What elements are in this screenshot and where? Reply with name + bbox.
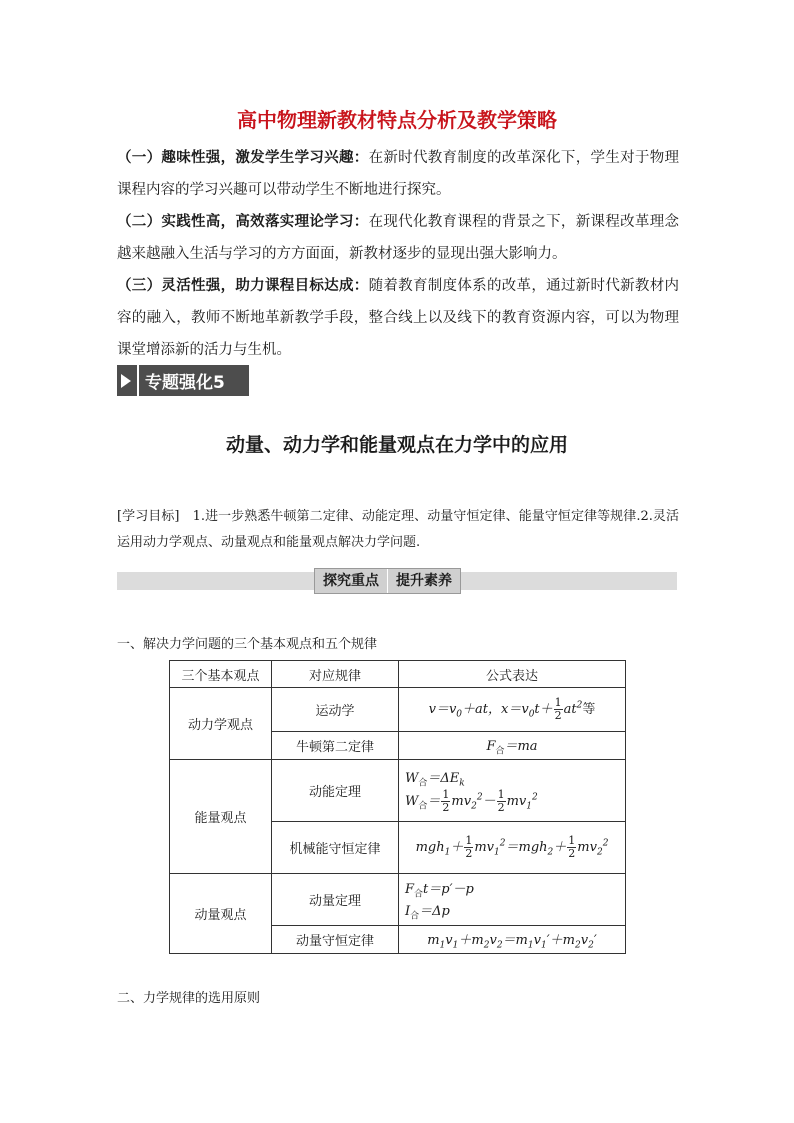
law-cell: 牛顿第二定律 <box>272 732 399 760</box>
section-bar-label <box>314 568 461 594</box>
topic-banner <box>117 365 249 396</box>
intro-lead: （二）实践性高，高效落实理论学习： <box>117 214 369 230</box>
banner-label: 专题强化5 <box>145 373 225 393</box>
table-header-row <box>170 661 626 688</box>
header-title: 高中物理新教材特点分析及教学策略 <box>237 108 557 132</box>
view-cell: 动量观点 <box>170 874 272 954</box>
intro-paragraphs <box>117 142 679 366</box>
law-cell: 动量守恒定律 <box>272 926 399 954</box>
intro-text: 在新时代教育制度的改革深化下，学生对于物理课程内容的学习兴趣可以带动学生不断地进行探究。 <box>117 150 680 198</box>
view-cell: 能量观点 <box>170 760 272 874</box>
table-row <box>170 760 626 822</box>
formula-cell: $m_1v_1+m_2v_2=m_1v_1'+m_2v_2'$ <box>399 926 626 954</box>
table-row <box>170 688 626 732</box>
bar-label-focus: 探究重点 <box>323 573 379 589</box>
law-cell: 动能定理 <box>272 760 399 822</box>
table-header-cell: 对应规律 <box>272 661 399 688</box>
formula-cell: mgh$_1$＋ $\frac{1}{2}$ $mv_1^2=mgh_2+$ $\frac{1}{2}$ $mv_2^2$ <box>399 822 626 874</box>
table-header-cell: 公式表达 <box>399 661 626 688</box>
formula-cell: $F_合t=p'-p$ $I_合=\Delta p$ <box>399 874 626 926</box>
view-cell: 动力学观点 <box>170 688 272 760</box>
main-title: 动量、动力学和能量观点在力学中的应用 <box>225 434 568 456</box>
law-cell: 机械能守恒定律 <box>272 822 399 874</box>
intro-text: 随着教育制度体系的改革，通过新时代新教材内容的融入，教师不断地革新教学手段，整合线上以及线下的教育资源内容，可以为物理课堂增添新的活力与生机。 <box>117 278 680 358</box>
section-heading-1: 一、解决力学问题的三个基本观点和五个规律 <box>117 637 378 652</box>
intro-lead: （一）趣味性强，激发学生学习兴趣： <box>117 150 369 166</box>
law-cell: 动量定理 <box>272 874 399 926</box>
law-cell: 运动学 <box>272 688 399 732</box>
table-row <box>170 874 626 926</box>
intro-lead: （三）灵活性强，助力课程目标达成： <box>117 278 369 294</box>
table-header-cell: 三个基本观点 <box>170 661 272 688</box>
intro-item <box>117 270 679 366</box>
banner-divider <box>137 365 139 396</box>
laws-table <box>169 660 626 954</box>
intro-text: 在现代化教育课程的背景之下，新课程改革理念越来越融入生活与学习的方方面面，新教材逐步的显现出强大影响力。 <box>117 214 680 262</box>
bar-label-improve: 提升素养 <box>387 569 460 593</box>
formula-cell: $F_合=ma$ <box>399 732 626 760</box>
section-heading-2: 二、力学规律的选用原则 <box>117 991 261 1006</box>
intro-item <box>117 206 679 270</box>
learning-goals: [学习目标] 1.进一步熟悉牛顿第二定律、动能定理、动量守恒定律、能量守恒定律等规律.2.灵活运用动力学观点、动量观点和能量观点解决力学问题. <box>117 509 679 550</box>
play-arrow-icon <box>121 374 131 388</box>
formula-cell: $W_合=\Delta E_k$ $W_合=$ $\frac{1}{2}$ $mv_2^2-$ $\frac{1}{2}$ $mv_1^2$ <box>399 760 626 822</box>
intro-item <box>117 142 679 206</box>
formula-cell: $v=v_0+at$，$x=v_0t+$ $\frac{1}{2}$ $at^2$等 <box>399 688 626 732</box>
